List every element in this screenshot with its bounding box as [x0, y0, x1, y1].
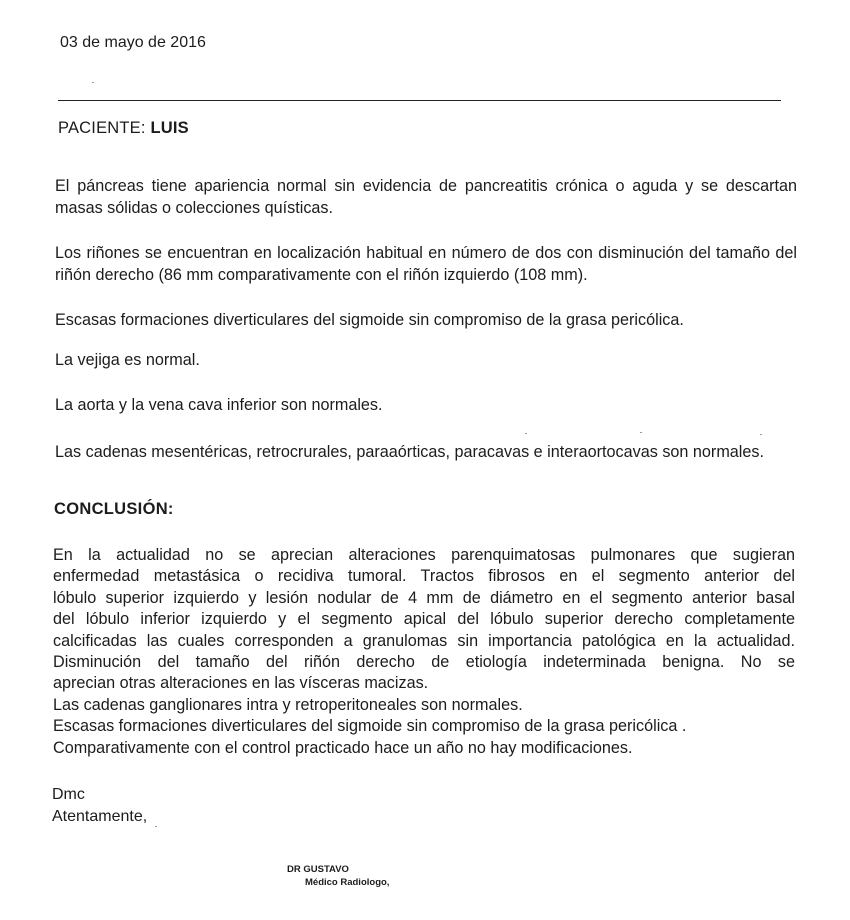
- finding-aorta: La aorta y la vena cava inferior son normales.: [55, 396, 383, 414]
- conclusion-heading: CONCLUSIÓN:: [54, 500, 174, 518]
- patient-name: LUIS: [150, 119, 189, 137]
- signature-name: DR GUSTAVO: [287, 864, 349, 875]
- conclusion-line: enfermedad metastásica o recidiva tumoral. Tractos fibrosos en el segmento anterior del: [53, 567, 795, 586]
- conclusion-body: [53, 545, 795, 759]
- conclusion-line: Escasas formaciones diverticulares del sigmoide sin compromiso de la grasa pericólica .: [53, 717, 687, 736]
- finding-sigmoid: Escasas formaciones diverticulares del sigmoide sin compromiso de la grasa pericólica.: [55, 311, 684, 329]
- scan-speck: [640, 432, 642, 433]
- scan-speck: [92, 82, 94, 83]
- scan-speck: [155, 826, 157, 827]
- header-divider: [58, 100, 781, 101]
- scan-speck: [760, 434, 762, 435]
- signature-title: Médico Radiologo,: [305, 877, 390, 888]
- conclusion-line: aprecian otras alteraciones en las vísceras macizas.: [53, 674, 429, 693]
- finding-kidneys: Los riñones se encuentran en localización habitual en número de dos con disminución del tamaño del riñón derecho (86 mm comparativamente con el riñón izquierdo (108 mm).: [55, 244, 797, 284]
- conclusion-line: En la actualidad no se aprecian alteraciones parenquimatosas pulmonares que sugieran: [53, 546, 795, 564]
- patient-label: PACIENTE:: [58, 119, 146, 137]
- salutation: Atentamente,: [52, 808, 148, 825]
- conclusion-line: Disminución del tamaño del riñón derecho de etiología indeterminada benigna. No se: [53, 653, 795, 672]
- conclusion-line: lóbulo superior izquierdo y lesión nodular de 4 mm de diámetro en el segmento anterior basal: [53, 588, 795, 607]
- finding-bladder: La vejiga es normal.: [55, 351, 200, 369]
- author-initials: Dmc: [52, 786, 85, 803]
- conclusion-line: Comparativamente con el control practicado hace un año no hay modificaciones.: [53, 738, 633, 757]
- finding-pancreas: El páncreas tiene apariencia normal sin evidencia de pancreatitis crónica o aguda y se descartan masas sólidas o colecciones quísticas.: [55, 177, 797, 217]
- conclusion-line: del lóbulo inferior izquierdo y el segmento apical del lóbulo superior derecho completamente: [53, 610, 795, 629]
- finding-lymph-chains: Las cadenas mesentéricas, retrocrurales, paraaórticas, paracavas e interaortocavas son normales.: [55, 443, 765, 461]
- conclusion-line: Las cadenas ganglionares intra y retroperitoneales son normales.: [53, 695, 523, 714]
- signature-block: [287, 863, 389, 889]
- conclusion-line: calcificadas las cuales corresponden a granulomas sin importancia patológica en la actualidad.: [53, 631, 795, 650]
- patient-line: [58, 119, 189, 138]
- scan-speck: [525, 433, 527, 434]
- closing-block: [52, 784, 147, 828]
- report-date: 03 de mayo de 2016: [60, 34, 206, 51]
